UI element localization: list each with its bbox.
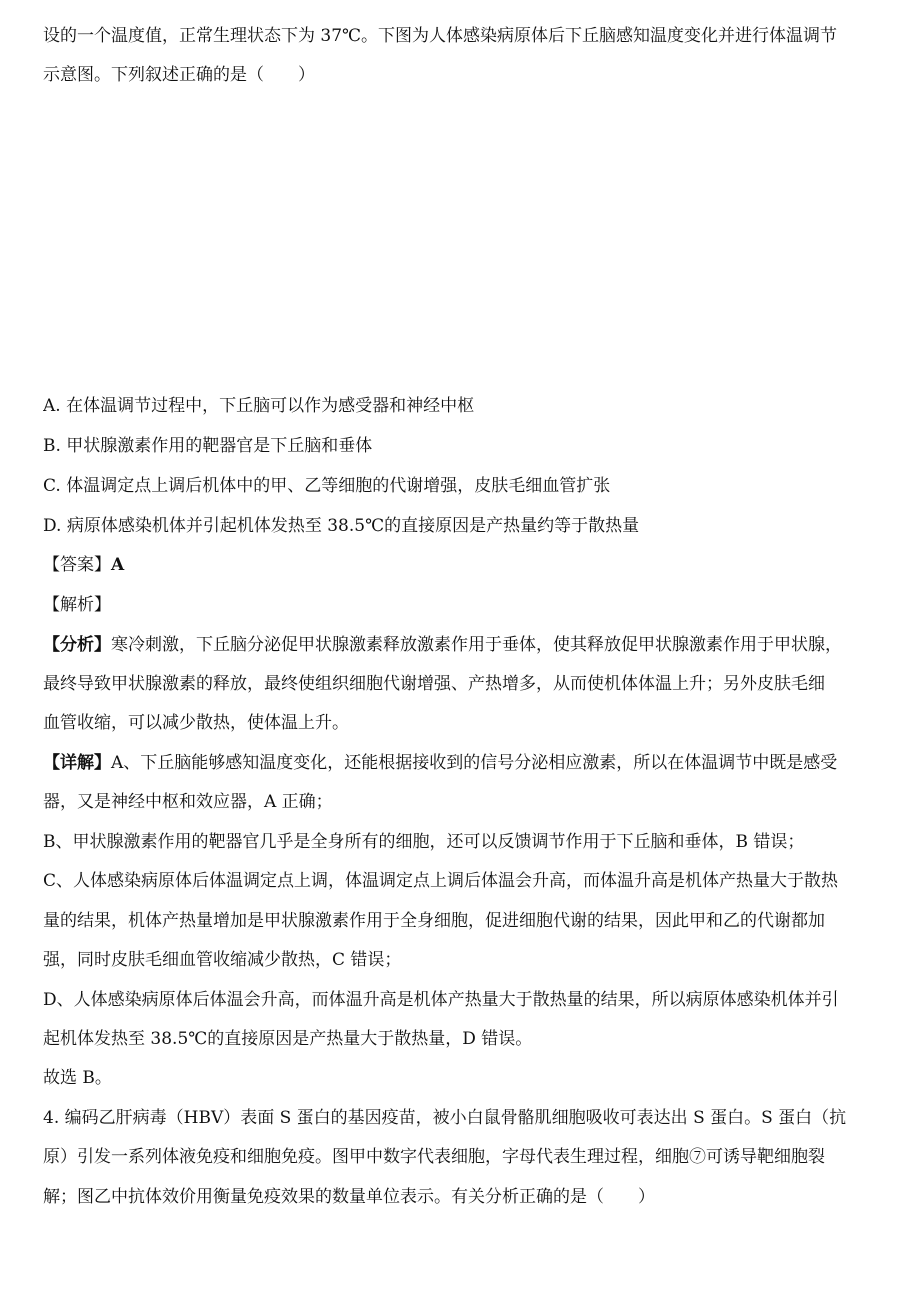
option-d: D. 病原体感染机体并引起机体发热至 38.5℃的直接原因是产热量约等于散热量 bbox=[43, 516, 640, 536]
answer-line bbox=[43, 553, 873, 577]
question4-line-3: 解；图乙中抗体效价用衡量免疫效果的数量单位表示。有关分析正确的是（ ） bbox=[43, 1187, 655, 1207]
option-b: B. 甲状腺激素作用的靶器官是下丘脑和垂体 bbox=[43, 436, 373, 456]
fenxi-line-1 bbox=[43, 633, 873, 657]
fenxi-label: 【分析】 bbox=[43, 635, 111, 655]
analysis-label: 【解析】 bbox=[43, 595, 111, 615]
figure-placeholder bbox=[43, 90, 873, 380]
fenxi-text-1: 寒冷刺激，下丘脑分泌促甲状腺激素释放激素作用于垂体，使其释放促甲状腺激素作用于甲状腺， bbox=[111, 635, 842, 655]
question4-line-1: 4. 编码乙肝病毒（HBV）表面 S 蛋白的基因疫苗，被小白鼠骨骼肌细胞吸收可表达出 S 蛋白。S 蛋白（抗 bbox=[43, 1108, 847, 1128]
detail-line-a2: 器，又是神经中枢和效应器，A 正确； bbox=[43, 792, 333, 812]
intro-line-1: 设的一个温度值，正常生理状态下为 37℃。下图为人体感染病原体后下丘脑感知温度变化并进行体温调节 bbox=[43, 26, 838, 46]
detail-line-d1: D、人体感染病原体后体温会升高，而体温升高是机体产热量大于散热量的结果，所以病原体感染机体并引 bbox=[43, 990, 839, 1010]
detail-text-a1: A、下丘脑能够感知温度变化，还能根据接收到的信号分泌相应激素，所以在体温调节中既是感受 bbox=[111, 753, 838, 773]
detail-line-c3: 强，同时皮肤毛细血管收缩减少散热，C 错误； bbox=[43, 950, 402, 970]
detail-line-a1 bbox=[43, 751, 873, 775]
fenxi-line-2: 最终导致甲状腺激素的释放，最终使组织细胞代谢增强、产热增多，从而使机体体温上升；另外皮肤毛细 bbox=[43, 674, 825, 694]
detail-conclusion: 故选 B。 bbox=[43, 1068, 112, 1088]
fenxi-line-3: 血管收缩，可以减少散热，使体温上升。 bbox=[43, 713, 349, 733]
detail-line-d2: 起机体发热至 38.5℃的直接原因是产热量大于散热量，D 错误。 bbox=[43, 1029, 533, 1049]
detail-line-c1: C、人体感染病原体后体温调定点上调，体温调定点上调后体温会升高，而体温升高是机体产热量大于散热 bbox=[43, 871, 839, 891]
answer-value: A bbox=[111, 555, 125, 575]
intro-line-2: 示意图。下列叙述正确的是（ ） bbox=[43, 65, 315, 85]
option-c: C. 体温调定点上调后机体中的甲、乙等细胞的代谢增强，皮肤毛细血管扩张 bbox=[43, 476, 611, 496]
detail-line-c2: 量的结果，机体产热量增加是甲状腺激素作用于全身细胞，促进细胞代谢的结果，因此甲和乙的代谢都加 bbox=[43, 911, 825, 931]
detail-label: 【详解】 bbox=[43, 753, 111, 773]
question4-line-2: 原）引发一系列体液免疫和细胞免疫。图甲中数字代表细胞，字母代表生理过程，细胞⑦可诱导靶细胞裂 bbox=[43, 1147, 825, 1167]
answer-label: 【答案】 bbox=[43, 555, 111, 575]
detail-line-b1: B、甲状腺激素作用的靶器官几乎是全身所有的细胞，还可以反馈调节作用于下丘脑和垂体，B 错误； bbox=[43, 832, 805, 852]
option-a: A. 在体温调节过程中，下丘脑可以作为感受器和神经中枢 bbox=[43, 396, 475, 416]
